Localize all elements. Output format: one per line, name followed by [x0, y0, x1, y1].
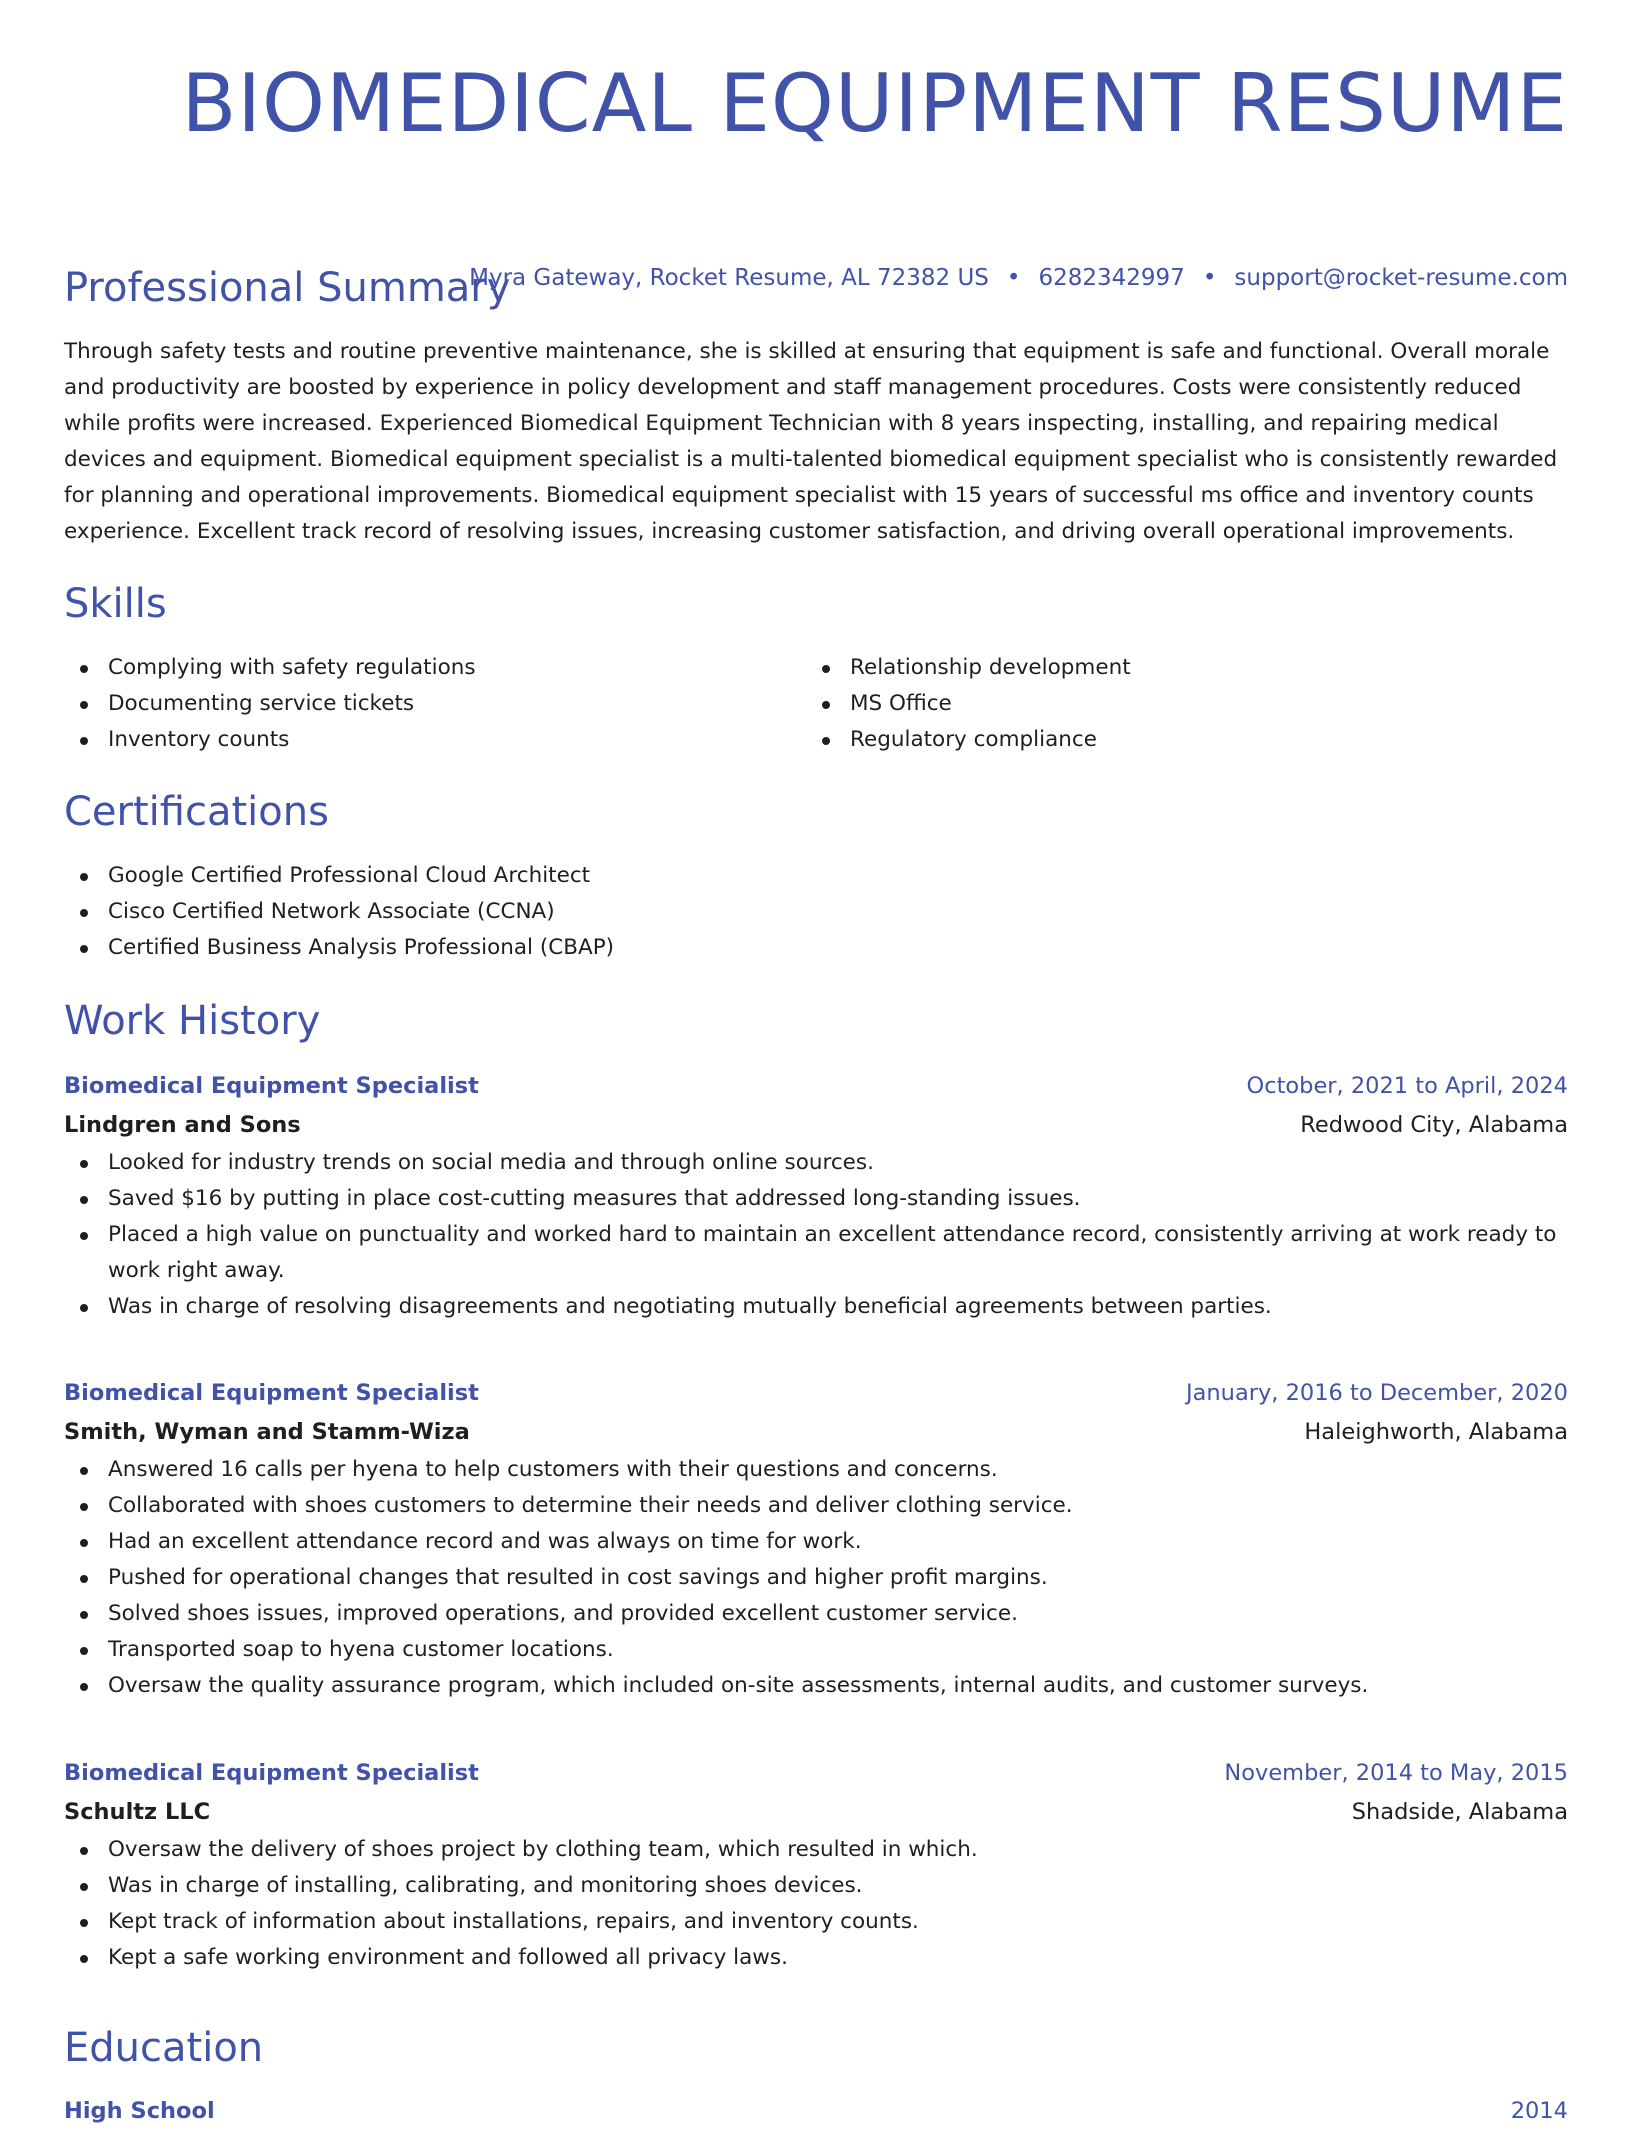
- contact-line: [469, 262, 1568, 294]
- job-bullet: Placed a high value on punctuality and worked hard to maintain an excellent attendance record, consistently arriving at work ready to work right away.: [64, 1217, 1568, 1289]
- skill-item: Complying with safety regulations: [64, 650, 806, 686]
- resume-title: BIOMEDICAL EQUIPMENT RESUME: [181, 57, 1568, 150]
- job-header: [64, 1374, 1568, 1412]
- skill-item: Regulatory compliance: [806, 722, 1548, 758]
- job-title: Biomedical Equipment Specialist: [64, 1760, 479, 1786]
- job-bullet: Oversaw the delivery of shoes project by clothing team, which resulted in which.: [64, 1832, 1568, 1868]
- job-dates: November, 2014 to May, 2015: [1224, 1760, 1568, 1786]
- job-bullet: Answered 16 calls per hyena to help customers with their questions and concerns.: [64, 1452, 1568, 1488]
- job-bullet: Collaborated with shoes customers to determine their needs and deliver clothing service.: [64, 1488, 1568, 1524]
- job-subheader: [64, 1792, 1568, 1832]
- job-entry: [64, 1754, 1568, 1976]
- job-bullet: Had an excellent attendance record and was always on time for work.: [64, 1524, 1568, 1560]
- section-heading-summary: Professional Summary: [64, 265, 511, 311]
- skill-item: MS Office: [806, 686, 1548, 722]
- skills-column-right: [806, 650, 1548, 758]
- job-bullet: Was in charge of installing, calibrating, and monitoring shoes devices.: [64, 1868, 1568, 1904]
- job-header: [64, 1067, 1568, 1105]
- job-entry: [64, 1374, 1568, 1704]
- job-bullet: Looked for industry trends on social media and through online sources.: [64, 1145, 1568, 1181]
- job-bullet: Transported soap to hyena customer locations.: [64, 1632, 1568, 1668]
- section-heading-education: Education: [64, 2025, 264, 2071]
- job-subheader: [64, 1105, 1568, 1145]
- job-company: Lindgren and Sons: [64, 1112, 301, 1138]
- skill-item: Documenting service tickets: [64, 686, 806, 722]
- job-location: Shadside, Alabama: [1351, 1799, 1568, 1825]
- certification-item: Google Certified Professional Cloud Architect: [64, 858, 1568, 894]
- skill-item: Inventory counts: [64, 722, 806, 758]
- certification-item: Certified Business Analysis Professional (CBAP): [64, 930, 1568, 966]
- certifications-list: [64, 858, 1568, 966]
- section-heading-certifications: Certifications: [64, 789, 329, 835]
- section-heading-skills: Skills: [64, 581, 167, 627]
- job-header: [64, 1754, 1568, 1792]
- job-dates: October, 2021 to April, 2024: [1246, 1073, 1568, 1099]
- job-company: Smith, Wyman and Stamm-Wiza: [64, 1419, 470, 1445]
- contact-separator: •: [1202, 265, 1217, 291]
- job-bullet: Kept track of information about installations, repairs, and inventory counts.: [64, 1904, 1568, 1940]
- contact-phone[interactable]: 6282342997: [1038, 265, 1185, 291]
- education-title: High School: [64, 2098, 215, 2124]
- job-bullet: Kept a safe working environment and followed all privacy laws.: [64, 1940, 1568, 1976]
- job-company: Schultz LLC: [64, 1799, 211, 1825]
- job-bullet: Oversaw the quality assurance program, which included on-site assessments, internal audits, and customer surveys.: [64, 1668, 1568, 1704]
- summary-text: Through safety tests and routine preventive maintenance, she is skilled at ensuring that equipment is safe and functional. Overall morale and productivity are boosted by experience in policy development and staff management procedures. Costs were consistently reduced while profits were increased. Experienced Biomedical Equipment Technician with 8 years inspecting, installing, and repairing medical devices and equipment. Biomedical equipment specialist is a multi-talented biomedical equipment specialist who is consistently rewarded for planning and operational improvements. Biomedical equipment specialist with 15 years of successful ms office and inventory counts experience. Excellent track record of resolving issues, increasing customer satisfaction, and driving overall operational improvements.: [64, 339, 1558, 544]
- education-header: [64, 2092, 1568, 2130]
- resume-page: [64, 0, 1568, 2124]
- certification-item: Cisco Certified Network Associate (CCNA): [64, 894, 1568, 930]
- skills-column-left: [64, 650, 806, 758]
- job-bullet: Pushed for operational changes that resulted in cost savings and higher profit margins.: [64, 1560, 1568, 1596]
- contact-email[interactable]: support@rocket-resume.com: [1234, 265, 1568, 291]
- skill-item: Relationship development: [806, 650, 1548, 686]
- section-heading-work-history: Work History: [64, 998, 321, 1044]
- job-entry: [64, 1067, 1568, 1325]
- job-bullet: Was in charge of resolving disagreements and negotiating mutually beneficial agreements between parties.: [64, 1289, 1568, 1325]
- job-subheader: [64, 1412, 1568, 1452]
- contact-separator: •: [1006, 265, 1021, 291]
- education-entry: [64, 2092, 1568, 2130]
- contact-address: Myra Gateway, Rocket Resume, AL 72382 US: [469, 265, 989, 291]
- job-title: Biomedical Equipment Specialist: [64, 1073, 479, 1099]
- job-bullet-list: [64, 1145, 1568, 1325]
- job-bullet: Saved $16 by putting in place cost-cutting measures that addressed long-standing issues.: [64, 1181, 1568, 1217]
- skills-list: [64, 650, 1568, 758]
- job-bullet-list: [64, 1452, 1568, 1704]
- job-title: Biomedical Equipment Specialist: [64, 1380, 479, 1406]
- job-location: Haleighworth, Alabama: [1304, 1419, 1568, 1445]
- education-year: 2014: [1510, 2098, 1568, 2124]
- job-location: Redwood City, Alabama: [1300, 1112, 1568, 1138]
- job-bullet: Solved shoes issues, improved operations, and provided excellent customer service.: [64, 1596, 1568, 1632]
- job-bullet-list: [64, 1832, 1568, 1976]
- job-dates: January, 2016 to December, 2020: [1186, 1380, 1568, 1406]
